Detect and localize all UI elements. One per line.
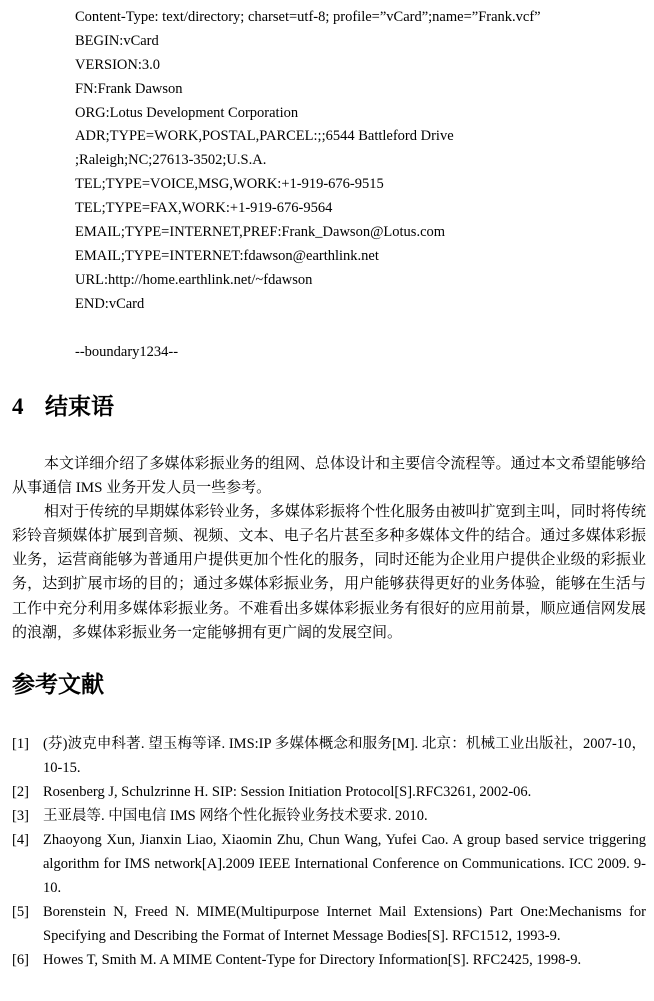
- code-line: TEL;TYPE=VOICE,MSG,WORK:+1-919-676-9515: [75, 176, 384, 193]
- code-line: EMAIL;TYPE=INTERNET:fdawson@earthlink.net: [75, 247, 379, 264]
- code-line: TEL;TYPE=FAX,WORK:+1-919-676-9564: [75, 200, 333, 217]
- code-line: ;Raleigh;NC;27613-3502;U.S.A.: [75, 152, 267, 169]
- vcard-code-block: [75, 6, 645, 364]
- code-spacer: [75, 317, 645, 341]
- conclusion-heading: [12, 392, 114, 422]
- reference-item: [12, 948, 646, 972]
- reference-item: [12, 780, 646, 804]
- code-line: FN:Frank Dawson: [75, 80, 183, 97]
- reference-index: [5]: [12, 904, 29, 920]
- reference-item: [12, 900, 646, 948]
- reference-text: Rosenberg J, Schulzrinne H. SIP: Session Initiation Protocol[S].RFC3261, 2002-06.: [43, 784, 532, 800]
- code-line: BEGIN:vCard: [75, 32, 159, 49]
- code-line: ADR;TYPE=WORK,POSTAL,PARCEL:;;6544 Battleford Drive: [75, 128, 454, 145]
- reference-index: [3]: [12, 808, 29, 824]
- code-line: ORG:Lotus Development Corporation: [75, 104, 299, 121]
- code-line: EMAIL;TYPE=INTERNET,PREF:Frank_Dawson@Lotus.com: [75, 224, 446, 241]
- reference-text: 王亚晨等. 中国电信 IMS 网络个性化振铃业务技术要求. 2010.: [43, 808, 428, 824]
- paragraph: 相对于传统的早期媒体彩铃业务，多媒体彩振将个性化服务由被叫扩宽到主叫，同时将传统彩铃音频媒体扩展到音频、视频、文本、电子名片甚至多种多媒体文件的结合。通过多媒体彩振业务，运营商能够为普通用户提供更加个性化的服务，同时还能为企业用户提供企业级的彩振业务，达到扩展市场的目的；通过多媒体彩振业务，用户能够获得更好的业务体验，能够在生活与工作中充分利用多媒体彩振业务。不难看出多媒体彩振业务有很好的应用前景，顺应通信网发展的浪潮，多媒体彩振业务一定能够拥有更广阔的发展空间。: [12, 504, 646, 641]
- reference-list: [12, 732, 646, 972]
- code-line: Content-Type: text/directory; charset=utf-8; profile=”vCard”;name=”Frank.vcf”: [75, 9, 541, 25]
- code-line: URL:http://home.earthlink.net/~fdawson: [75, 271, 313, 288]
- reference-text: (芬)波克申科著. 望玉梅等译. IMS:IP 多媒体概念和服务[M]. 北京：机械工业出版社，2007-10，10-15.: [43, 736, 646, 776]
- reference-item: [12, 804, 646, 828]
- references-heading: 参考文献: [12, 672, 104, 697]
- reference-index: [1]: [12, 736, 29, 752]
- section-title: 结束语: [45, 394, 114, 419]
- reference-item: [12, 732, 646, 780]
- section-number: 4: [12, 394, 24, 419]
- reference-index: [2]: [12, 784, 29, 800]
- reference-item: [12, 828, 646, 900]
- paragraph: 本文详细介绍了多媒体彩振业务的组网、总体设计和主要信令流程等。通过本文希望能够给从事通信 IMS 业务开发人员一些参考。: [12, 456, 646, 497]
- mime-boundary: --boundary1234--: [75, 343, 179, 360]
- reference-index: [4]: [12, 832, 29, 848]
- reference-text: Howes T, Smith M. A MIME Content-Type for Directory Information[S]. RFC2425, 1998-9.: [43, 952, 582, 968]
- code-line: VERSION:3.0: [75, 56, 160, 73]
- conclusion-body: [12, 452, 646, 645]
- code-line: END:vCard: [75, 295, 145, 312]
- reference-text: Zhaoyong Xun, Jianxin Liao, Xiaomin Zhu, Chun Wang, Yufei Cao. A group based service triggering algorithm for IMS network[A].2009 IEEE International Conference on Communications. ICC 2009. 9-10.: [43, 832, 646, 896]
- reference-index: [6]: [12, 952, 29, 968]
- reference-text: Borenstein N, Freed N. MIME(Multipurpose Internet Mail Extensions) Part One:Mechanisms for Specifying and Describing the Format of Internet Message Bodies[S]. RFC1512, 1993-9.: [43, 904, 646, 944]
